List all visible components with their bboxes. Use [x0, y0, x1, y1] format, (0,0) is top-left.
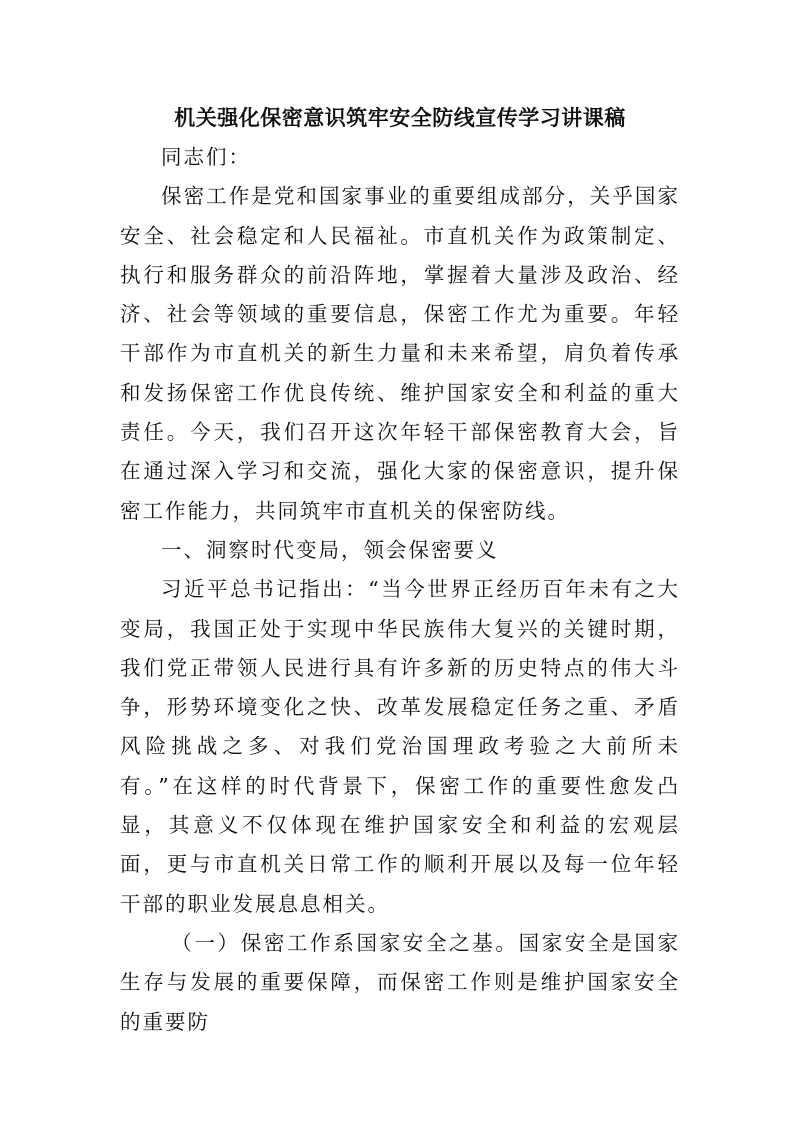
salutation: 同志们：	[161, 145, 251, 169]
intro-paragraph: 保密工作是党和国家事业的重要组成部分，关乎国家安全、社会稳定和人民福祉。市直机关作为政策制定、执行和服务群众的前沿阵地，掌握着大量涉及政治、经济、社会等领域的重要信息，保密工作尤为重要。年轻干部作为市直机关的新生力量和未来希望，肩负着传承和发扬保密工作优良传统、维护国家安全和利益的重大责任。今天，我们召开这次年轻干部保密教育大会，旨在通过深入学习和交流，强化大家的保密意识，提升保密工作能力，共同筑牢市直机关的保密防线。	[120, 184, 680, 523]
section-heading: 一、洞察时代变局，领会保密要义	[161, 537, 499, 562]
subsection-paragraph: （一）保密工作系国家安全之基。国家安全是国家生存与发展的重要保障，而保密工作则是维护国家安全的重要防	[120, 930, 680, 1034]
quote-paragraph: 习近平总书记指出：“当今世界正经历百年未有之大变局，我国正处于实现中华民族伟大复兴的关键时期，我们党正带领人民进行具有许多新的历史特点的伟大斗争，形势环境变化之快、改革发展稳定任务之重、矛盾风险挑战之多、对我们党治国理政考验之大前所未有。”在这样的时代背景下，保密工作的重要性愈发凸显，其意义不仅体现在维护国家安全和利益的宏观层面，更与市直机关日常工作的顺利开展以及每一位年轻干部的职业发展息息相关。	[120, 577, 680, 916]
document-title: 机关强化保密意识筑牢安全防线宣传学习讲课稿	[174, 105, 626, 130]
document-body	[120, 98, 680, 1042]
